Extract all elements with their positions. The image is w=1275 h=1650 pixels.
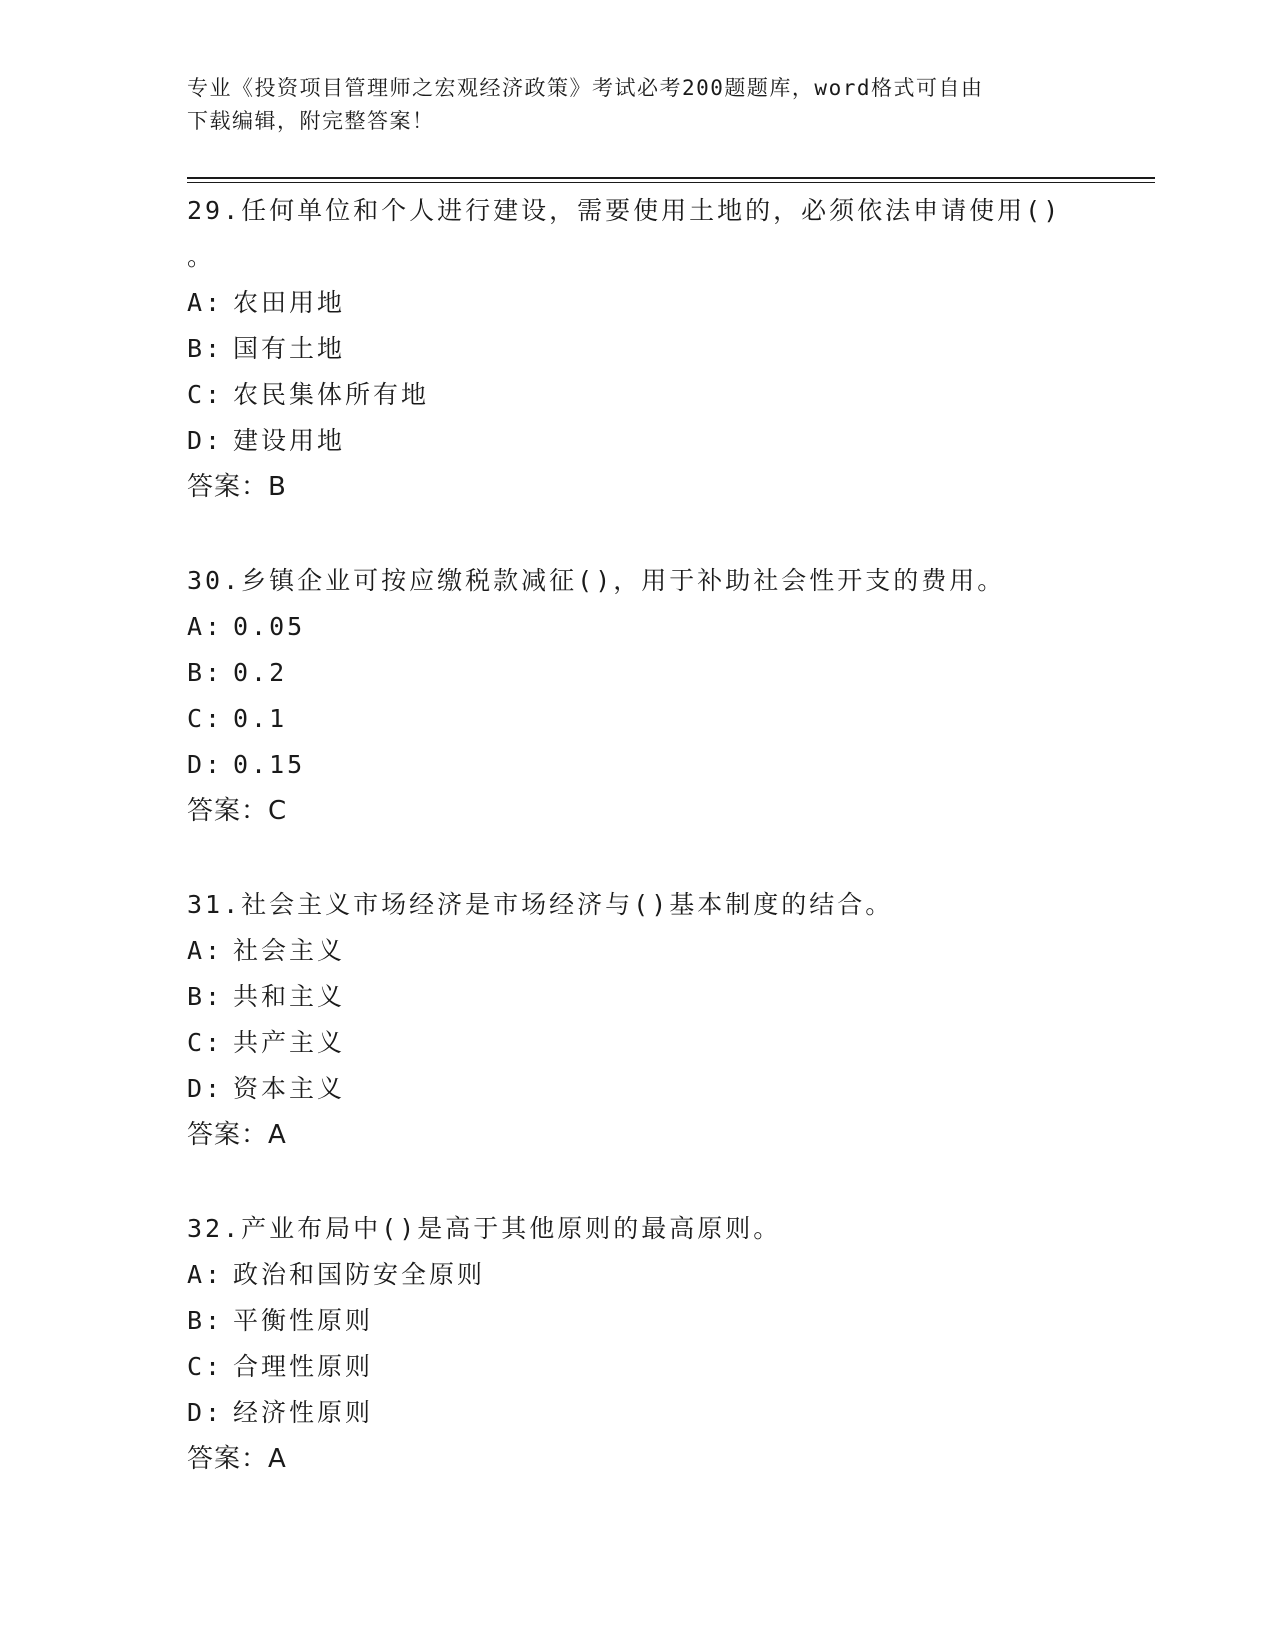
document-header xyxy=(187,72,1067,138)
option-text: 资本主义 xyxy=(233,1074,346,1103)
answer-line: 答案：C xyxy=(187,796,288,826)
option-text: 0.1 xyxy=(233,704,288,733)
option-label: B: xyxy=(187,1306,224,1335)
question-stem-text: 31.社会主义市场经济是市场经济与()基本制度的结合。 xyxy=(187,890,894,919)
option-label: A: xyxy=(187,1260,224,1289)
option-label: C: xyxy=(187,380,224,409)
option-d xyxy=(187,1390,1087,1436)
option-label: C: xyxy=(187,1028,224,1057)
question-29 xyxy=(187,188,1087,510)
header-line-1: 专业《投资项目管理师之宏观经济政策》考试必考200题题库，word格式可自由 xyxy=(187,76,984,100)
option-c xyxy=(187,372,1087,418)
question-list xyxy=(187,188,1087,1530)
question-32 xyxy=(187,1206,1087,1482)
answer-line: 答案：A xyxy=(187,1444,287,1474)
question-31 xyxy=(187,882,1087,1158)
question-stem-text: 30.乡镇企业可按应缴税款减征()，用于补助社会性开支的费用。 xyxy=(187,566,1006,595)
option-b xyxy=(187,974,1087,1020)
option-label: B: xyxy=(187,658,224,687)
option-a xyxy=(187,280,1087,326)
option-label: D: xyxy=(187,1398,224,1427)
option-b xyxy=(187,1298,1087,1344)
option-label: D: xyxy=(187,426,224,455)
option-text: 经济性原则 xyxy=(233,1398,374,1427)
option-d xyxy=(187,1066,1087,1112)
option-text: 0.2 xyxy=(233,658,288,687)
option-text: 平衡性原则 xyxy=(233,1306,374,1335)
answer-line: 答案：A xyxy=(187,1120,287,1150)
option-a xyxy=(187,928,1087,974)
option-label: B: xyxy=(187,334,224,363)
question-30 xyxy=(187,558,1087,834)
option-c xyxy=(187,1020,1087,1066)
option-text: 农田用地 xyxy=(233,288,346,317)
option-label: D: xyxy=(187,750,224,779)
question-stem-text: 32.产业布局中()是高于其他原则的最高原则。 xyxy=(187,1214,782,1243)
option-label: C: xyxy=(187,704,224,733)
option-b xyxy=(187,326,1087,372)
answer-line: 答案：B xyxy=(187,472,287,502)
option-label: A: xyxy=(187,288,224,317)
option-text: 合理性原则 xyxy=(233,1352,374,1381)
option-label: B: xyxy=(187,982,224,1011)
header-rule-thick xyxy=(187,177,1155,179)
option-label: D: xyxy=(187,1074,224,1103)
option-label: C: xyxy=(187,1352,224,1381)
question-stem xyxy=(187,188,1087,280)
question-stem xyxy=(187,1206,1087,1252)
question-stem-text: 29.任何单位和个人进行建设，需要使用土地的，必须依法申请使用() xyxy=(187,196,1062,225)
option-c xyxy=(187,696,1087,742)
option-text: 共和主义 xyxy=(233,982,346,1011)
option-a xyxy=(187,604,1087,650)
header-rule-thin xyxy=(187,182,1155,183)
option-text: 0.15 xyxy=(233,750,306,779)
option-text: 社会主义 xyxy=(233,936,346,965)
question-stem-tail: 。 xyxy=(187,242,216,271)
header-line-2: 下载编辑，附完整答案！ xyxy=(187,109,435,133)
option-text: 政治和国防安全原则 xyxy=(233,1260,486,1289)
option-a xyxy=(187,1252,1087,1298)
option-text: 共产主义 xyxy=(233,1028,346,1057)
question-stem xyxy=(187,882,1087,928)
option-d xyxy=(187,742,1087,788)
question-stem xyxy=(187,558,1087,604)
option-text: 建设用地 xyxy=(233,426,346,455)
option-label: A: xyxy=(187,936,224,965)
option-text: 0.05 xyxy=(233,612,306,641)
option-b xyxy=(187,650,1087,696)
option-d xyxy=(187,418,1087,464)
option-label: A: xyxy=(187,612,224,641)
option-text: 农民集体所有地 xyxy=(233,380,430,409)
option-c xyxy=(187,1344,1087,1390)
option-text: 国有土地 xyxy=(233,334,346,363)
